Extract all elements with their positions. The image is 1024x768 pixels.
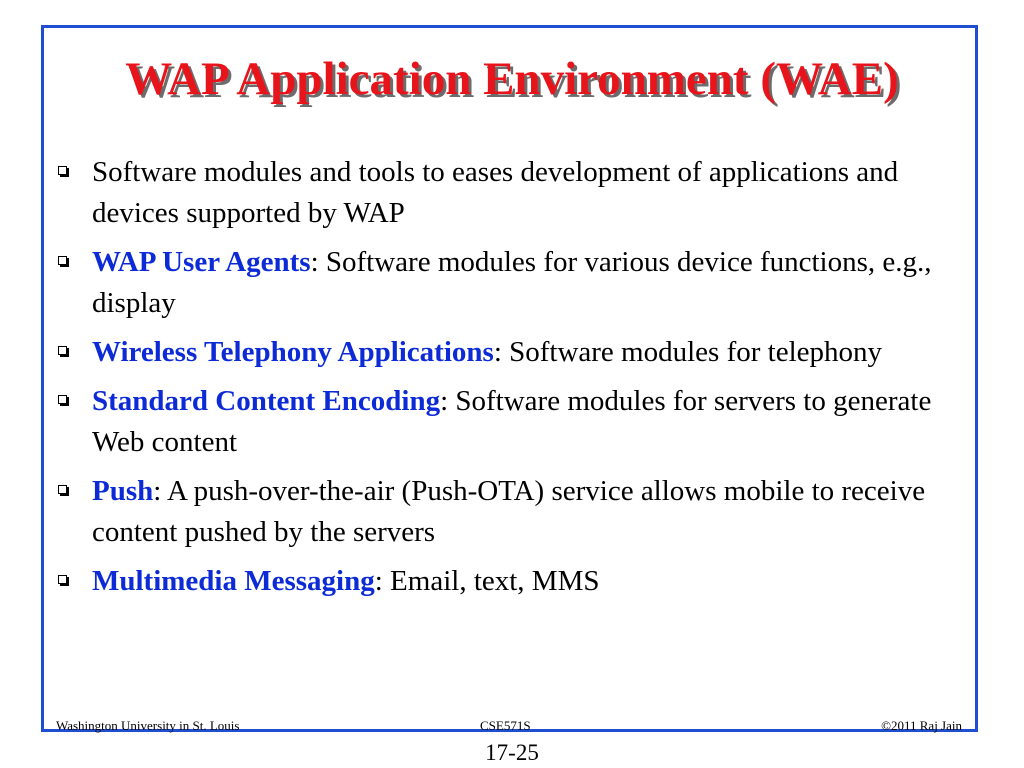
- bullet-item: [58, 561, 968, 602]
- bullet-item: [58, 152, 968, 234]
- square-bullet-icon: [58, 395, 67, 404]
- bullet-text: : Software modules for various device functions, e.g., display: [92, 246, 932, 319]
- bullet-term: Standard Content Encoding: [92, 385, 441, 417]
- slide-title: WAP Application Environment (WAE): [125, 53, 899, 105]
- bullet-text: : A push-over-the-air (Push-OTA) service allows mobile to receive content pushed by the servers: [92, 475, 926, 548]
- bullet-item: [58, 471, 968, 553]
- bullet-text: Software modules and tools to eases development of applications and devices supported by WAP: [92, 156, 899, 229]
- footer-institution: Washington University in St. Louis: [56, 718, 240, 733]
- bullet-item: [58, 381, 968, 463]
- bullet-text: : Software modules for servers to generate Web content: [92, 385, 932, 458]
- bullet-term: WAP User Agents: [92, 246, 311, 278]
- bullet-list: [58, 152, 968, 610]
- square-bullet-icon: [58, 166, 67, 175]
- square-bullet-icon: [58, 575, 67, 584]
- page-number: 17-25: [485, 740, 539, 765]
- bullet-term: Push: [92, 475, 154, 507]
- bullet-text: : Email, text, MMS: [374, 565, 600, 597]
- square-bullet-icon: [58, 256, 67, 265]
- bullet-term: Multimedia Messaging: [92, 565, 375, 597]
- footer-copyright: ©2011 Raj Jain: [881, 718, 962, 733]
- footer-course: CSE571S: [480, 718, 531, 733]
- square-bullet-icon: [58, 346, 67, 355]
- bullet-item: [58, 242, 968, 324]
- square-bullet-icon: [58, 485, 67, 494]
- bullet-text: : Software modules for telephony: [493, 336, 882, 368]
- bullet-term: Wireless Telephony Applications: [92, 336, 494, 368]
- bullet-item: [58, 332, 968, 373]
